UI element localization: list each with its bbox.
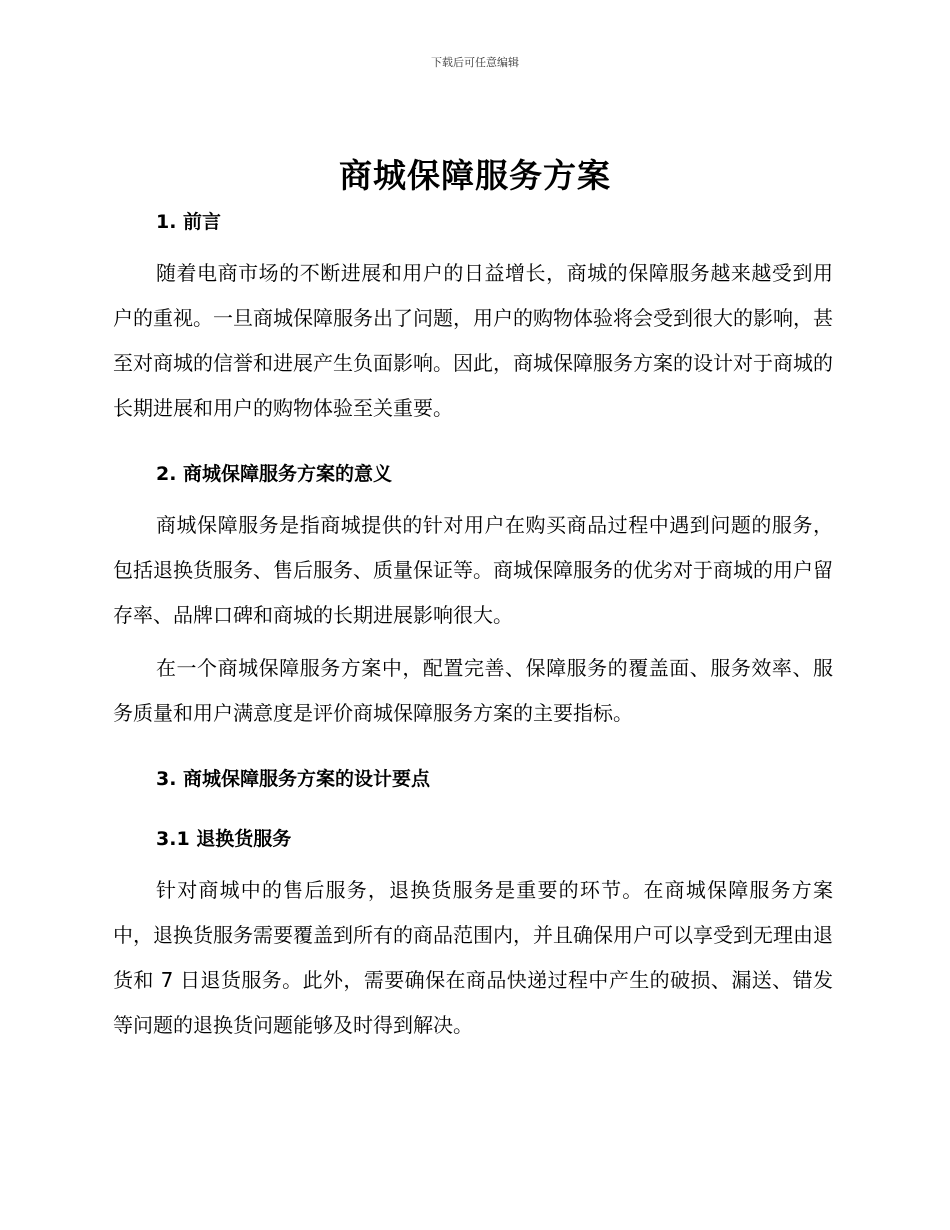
document-title: 商城保障服务方案 bbox=[339, 156, 611, 195]
paragraph-preface: 随着电商市场的不断进展和用户的日益增长，商城的保障服务越来越受到用户的重视。一旦商城保障服务出了问题，用户的购物体验将会受到很大的影响，甚至对商城的信誉和进展产生负面影响。因此，商城保障服务方案的设计对于商城的长期进展和用户的购物体验至关重要。 bbox=[113, 261, 833, 420]
section-heading-preface: 1. 前言 bbox=[156, 211, 222, 233]
paragraph-significance-1: 商城保障服务是指商城提供的针对用户在购买商品过程中遇到问题的服务，包括退换货服务、售后服务、质量保证等。商城保障服务的优劣对于商城的用户留存率、品牌口碑和商城的长期进展影响很大。 bbox=[113, 513, 833, 627]
section-heading-design-points: 3. 商城保障服务方案的设计要点 bbox=[156, 768, 431, 790]
subsection-heading-returns: 3.1 退换货服务 bbox=[156, 828, 292, 850]
section-heading-significance: 2. 商城保障服务方案的意义 bbox=[156, 463, 393, 485]
document-body bbox=[113, 205, 833, 1048]
header-note: 下载后可任意编辑 bbox=[431, 56, 519, 69]
paragraph-returns: 针对商城中的售后服务，退换货服务是重要的环节。在商城保障服务方案中，退换货服务需要覆盖到所有的商品范围内，并且确保用户可以享受到无理由退货和 7 日退货服务。此外，需要确保在商品快递过程中产生的破损、漏送、错发等问题的退换货问题能够及时得到解决。 bbox=[113, 878, 833, 1037]
paragraph-significance-2: 在一个商城保障服务方案中，配置完善、保障服务的覆盖面、服务效率、服务质量和用户满意度是评价商城保障服务方案的主要指标。 bbox=[113, 656, 833, 725]
